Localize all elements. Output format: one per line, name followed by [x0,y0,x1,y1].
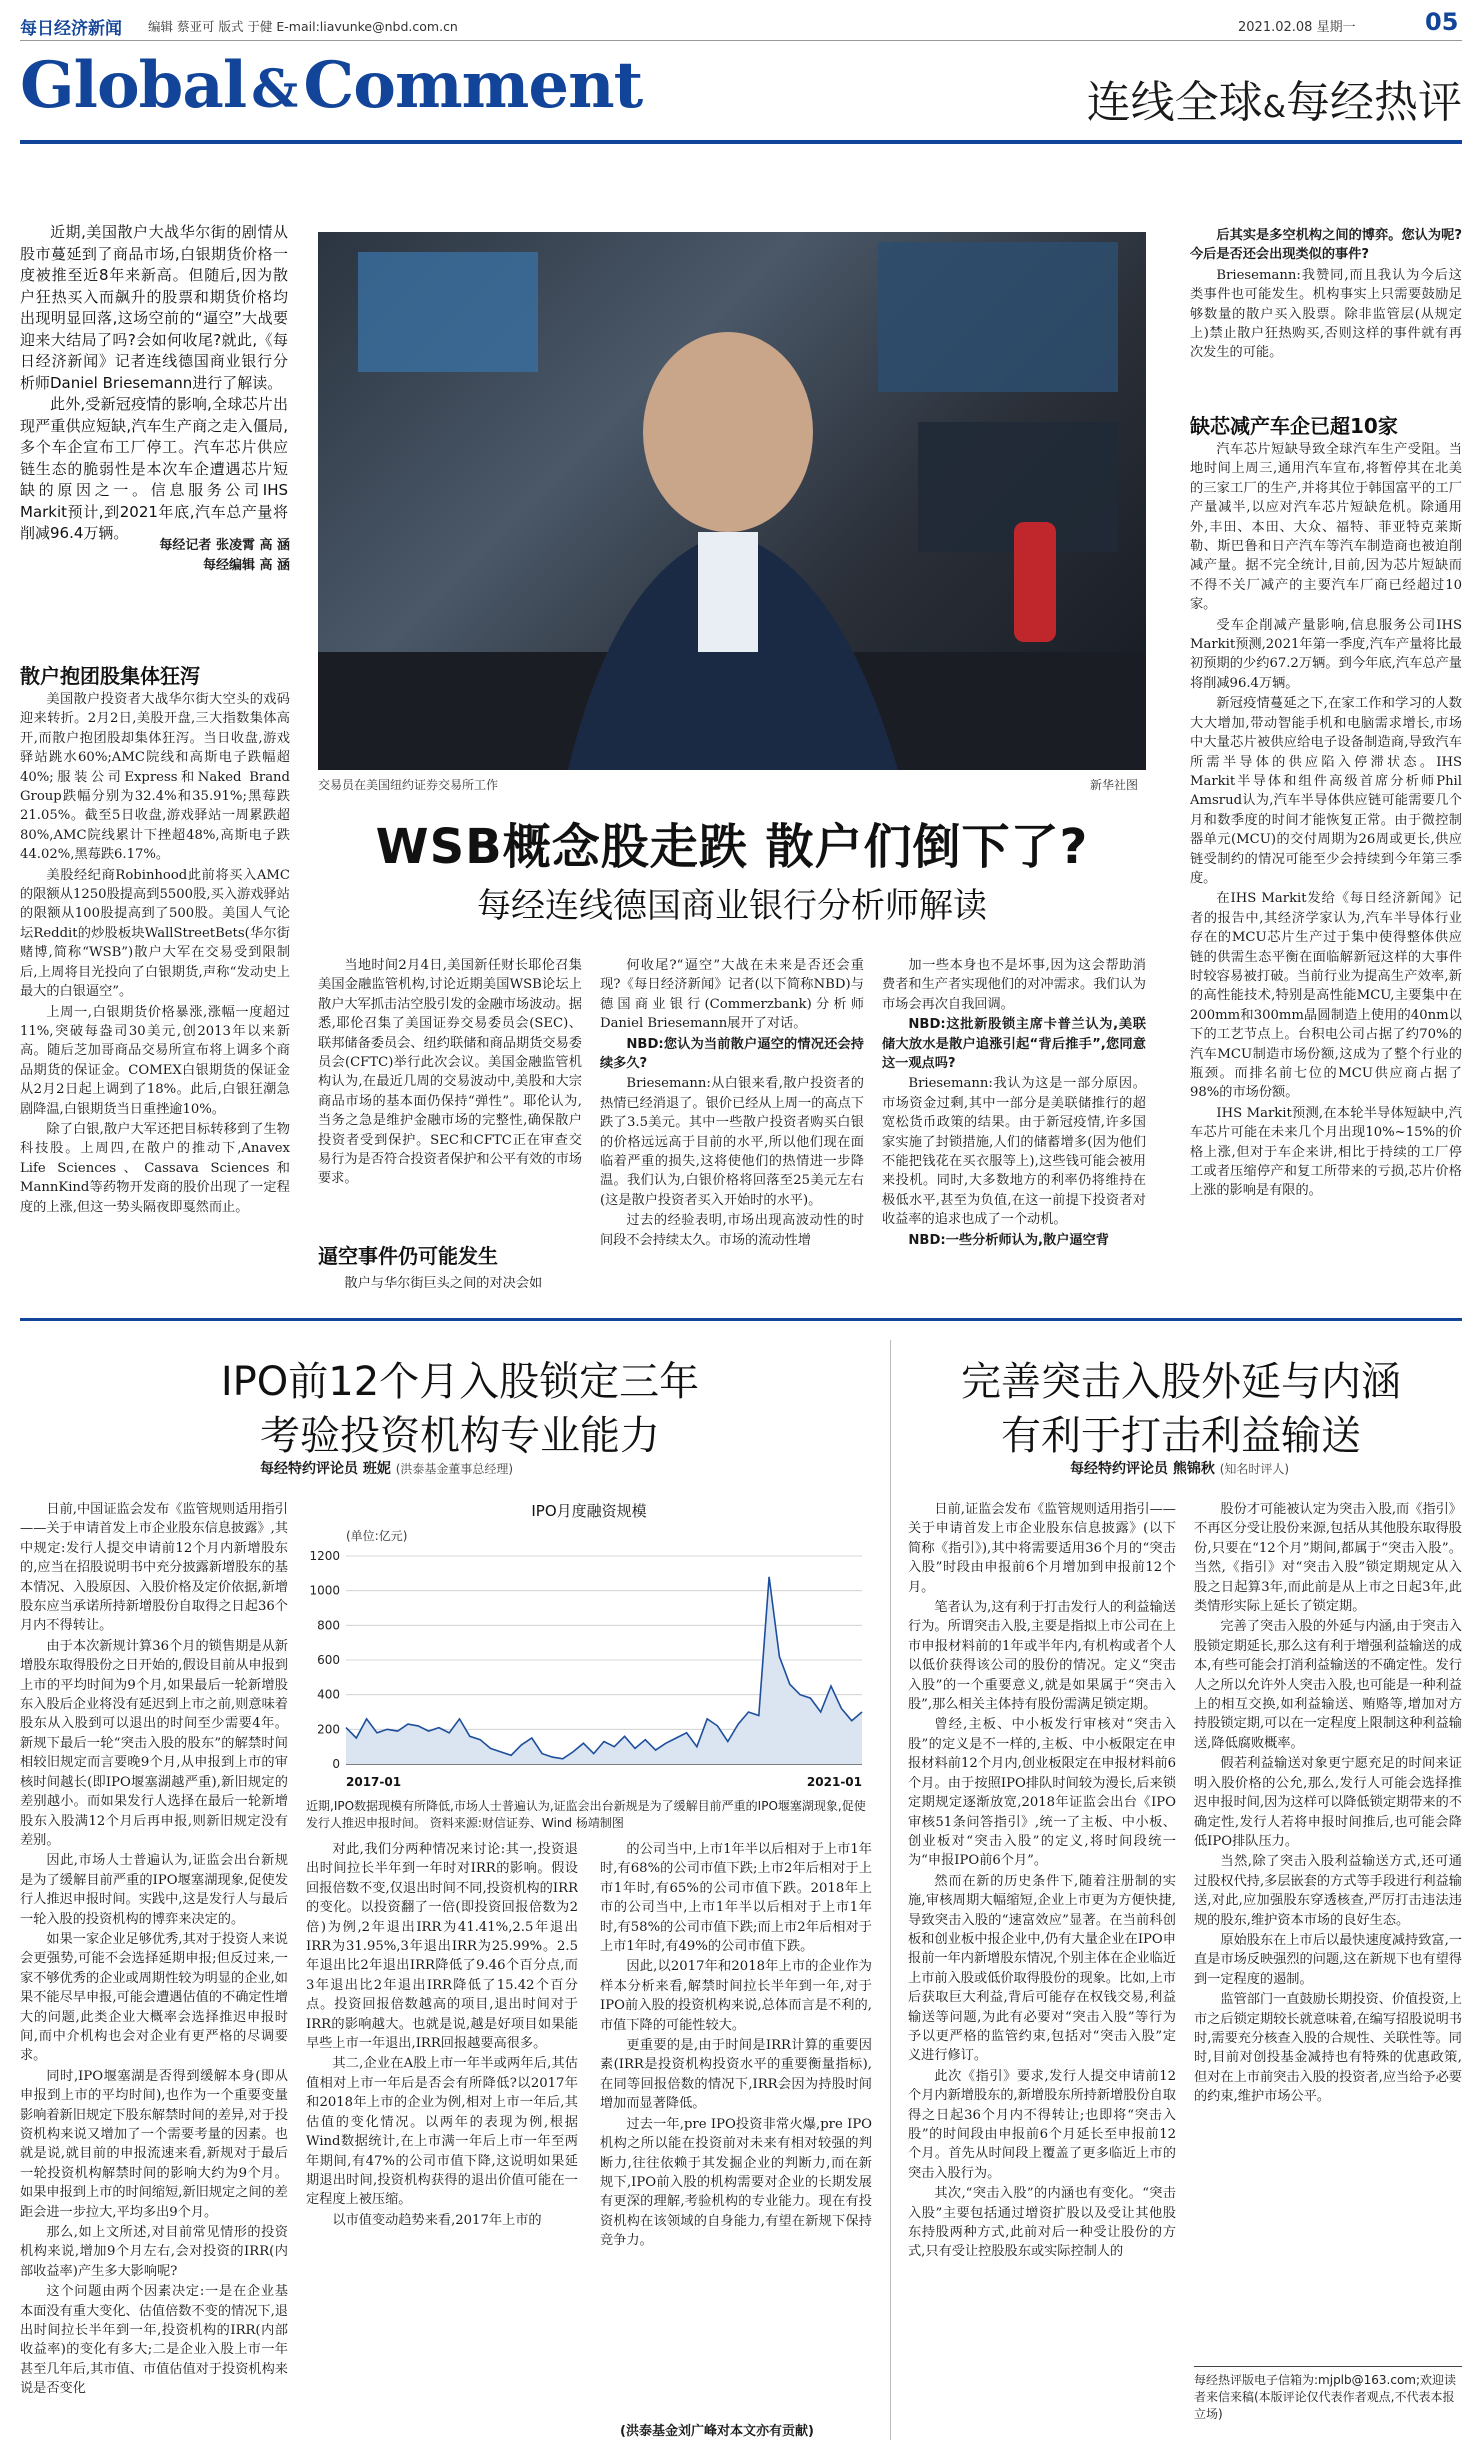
ipo-col1-p1: 日前,中国证监会发布《监管规则适用指引——关于申请首发上市企业股东信息披露》,其中规定:发行人提交申请前12个月内新增股东的,应当在招股说明书中充分披露新增股东的基本情况、入股原因、入股价格及定价依据,新增股东应当承诺所持新增股份自取得之日起36个月内不得转让。 [20,1502,288,1634]
ipo-chart [306,1498,872,1792]
right-col1 [908,1500,1176,2440]
lead-headline: WSB概念股走跌 散户们倒下了? [375,819,1089,875]
right-col1-p5: 此次《指引》要求,发行人提交申请前12个月内新增股东的,新增股东所持新增股份自取得之日起36个月内不得转让;也即将“突击入股”的时间段由申报前6个月延长至申报前12个月。首先从时间段上覆盖了更多临近上市的突击入股行为。 [908,2068,1176,2181]
lead-intro [20,222,288,545]
chart-caption [306,1798,872,1832]
lead-col5-q: 后其实是多空机构之间的博弈。您认为呢?今后是否还会出现类似的事件? [1190,228,1462,263]
trader-photo-illustration [318,232,1146,770]
ipo-col2 [306,1840,578,2440]
ipo-col2-p2: 其二,企业在A股上市一年半或两年后,其估值相对上市一年后是否会有所降低?以2017年和2018年上市的企业为例,相对上市一年后,其估值的变化情况。以两年的表现为例,根据Wind数据统计,在上市满一年后上市一年至两年期间,有47%的公司市值下降,这说明如果延期退出时间,投资机构获得的退出价值可能在一定程度上被压缩。 [306,2056,578,2208]
right-col2-p3: 假若利益输送对象更宁愿充足的时间来证明入股价格的公允,那么,发行人可能会选择推迟申报时间,因为这样可以降低锁定期带来的不确定性,发行人若将申报时间推后,也可能会降低IPO排队压力。 [1194,1756,1462,1849]
lead-col4-a1: Briesemann:我认为这是一部分原因。市场资金过剩,其中一部分是美联储推行的超宽松货币政策的结果。由于新冠疫情,许多国家实施了封锁措施,人们的储蓄增多(因为他们不能把钱花在买衣服等上),这些钱可能会被用来投机。同时,大多数地方的利率仍将维持在极低水平,甚至为负值,在这一前提下投资者对收益率的追求也成了一个动机。 [882,1076,1146,1228]
lead-col5-p1: 汽车芯片短缺导致全球汽车生产受阻。当地时间上周三,通用汽车宣布,将暂停其在北美的三家工厂的生产,并将其位于韩国富平的工厂产量减半,以应对汽车芯片短缺危机。除通用外,丰田、本田、大众、福特、菲亚特克莱斯勒、斯巴鲁和日产汽车等汽车制造商也被迫削减产量。据不完全统计,目前,因为芯片短缺而不得不关厂减产的主要汽车厂商已经超过10家。 [1190,442,1462,613]
reporter-1: 每经记者 张凌霄 高 涵 [159,538,290,553]
lead-col3-p1: 何收尾?“逼空”大战在未来是否还会重现?《每日经济新闻》记者(以下简称NBD)与德国商业银行(Commerzbank)分析师Daniel Briesemann展开了对话。 [600,958,864,1032]
header-thick-rule [20,140,1462,144]
right-byline [1070,1458,1289,1478]
subhead-retail-crash: 散户抱团股集体狂泻 [20,664,200,688]
header-thin-rule [20,40,1462,41]
section-cn-2: 每经热评 [1286,77,1462,128]
lead-col4-p1: 加一些本身也不是坏事,因为这会帮助消费者和生产者实现他们的对冲需求。我们认为市场会再次自我回调。 [882,958,1146,1012]
subhead-chip-shortage: 缺芯减产车企已超10家 [1190,414,1398,438]
lead-col1-p3: 上周一,白银期货价格暴涨,涨幅一度超过11%,突破每盎司30美元,创2013年以来新高。随后芝加哥商品交易所宣布将上调多个商品期货的保证金。COMEX白银期货的保证金从2月2日起上调到了18%。此后,白银狂潮急剧降温,白银期货当日重挫逾10%。 [20,1004,290,1117]
lead-col3 [600,956,864,1304]
ipo-headline-1: IPO前12个月入股锁定三年 [220,1359,700,1405]
right-headline-2: 有利于打击利益输送 [1001,1413,1361,1459]
ipo-col3-p2: 因此,以2017年和2018年上市的企业作为样本分析来看,解禁时间拉长半年到一年,对于IPO前入股的投资机构来说,总体而言是不利的,市值下降的可能性较大。 [600,1959,872,2033]
ipo-headline-2: 考验投资机构专业能力 [260,1413,660,1459]
reporter-2: 每经编辑 高 涵 [202,558,290,573]
subhead-squeeze-may-recur: 逼空事件仍可能发生 [318,1244,498,1268]
ipo-col2-p3: 以市值变动趋势来看,2017年上市的 [332,2212,542,2228]
footer-email: 每经热评版电子信箱为:mjplb@163.com;欢迎读者来信来稿(本版评论仅代表作者观点,不代表本报立场) [1194,2373,1457,2421]
ipo-col2-p1: 对此,我们分两种情况来讨论:其一,投资退出时间拉长半年到一年时对IRR的影响。假设回报倍数不变,仅退出时间不同,投资机构的IRR的变化。以投资翻了一倍(即投资回报倍数为2倍)为例,2年退出IRR为41.41%,2.5年退出IRR为31.95%,3年退出IRR为25.99%。2.5年退出比2年退出IRR降低了9.46个百分点,而3年退出比2年退出IRR降低了15.42个百分点。投资回报倍数越高的项目,退出时间对于IRR的影响越大。也就是说,越是好项目如果能早些上市一年退出,IRR回报越要高很多。 [306,1842,578,2052]
ipo-col1-p7: 这个问题由两个因素决定:一是在企业基本面没有重大变化、估值倍数不变的情况下,退出时间拉长半年到一年,投资机构的IRR(内部收益率)的变化有多大;二是企业入股上市一年甚至几年后,其市值、市值估值对于投资机构来说是否变化 [20,2284,288,2397]
section-title [20,48,642,138]
ipo-col3-footer: (洪泰基金刘广峰对本文亦有贡献) [620,2424,814,2439]
lead-bottom-rule [20,1318,1462,1321]
lead-col1-p4: 除了白银,散户大军还把目标转移到了生物科技股。上周四,在散户的推动下,Anavex Life Sciences、Cassava Sciences和MannKind等药物开发商的股价出现了一定程度的上涨,但这一势头隔夜即戛然而止。 [20,1121,290,1215]
section-cn-1: 连线全球 [1086,77,1263,128]
chart-title: IPO月度融资规模 [531,1502,647,1520]
ipo-col1-p3: 因此,市场人士普遍认为,证监会出台新规是为了缓解目前严重的IPO堰塞湖现象,促使发行人推迟申报时间。实践中,这是发行人与最后一轮入股的投资机构的博弈来决定的。 [20,1853,288,1927]
chart-x-end: 2021-01 [806,1775,862,1789]
lead-col5-p3: 新冠疫情蔓延之下,在家工作和学习的人数大大增加,带动智能手机和电脑需求增长,市场中大量芯片被供应给电子设备制造商,导致汽车所需半导体的供应陷入停滞状态。IHS Markit半导体和组件高级首席分析师Phil Amsrud认为,汽车半导体供应链可能需要几个月和数季度的时间才能恢复正常。由于微控制器单元(MCU)的交付周期为26周或更长,供应链受制约的情况可能至少会持续到今年第三季度。 [1190,696,1462,886]
ipo-byline-note: (洪泰基金董事总经理) [395,1462,514,1476]
lead-col1-p1: 美国散户投资者大战华尔街大空头的戏码迎来转折。2月2日,美股开盘,三大指数集体高开,而散户抱团股却集体狂泻。当日收盘,游戏驿站跳水60%;AMC院线和高斯电子跌幅超40%;服装公司Express和Naked Brand Group跌幅分别为32.4%和35.91%;黑莓跌21.05%。截至5日收盘,游戏驿站一周累跌超80%,AMC院线累计下挫超48%,高斯电子跌44.02%,黑莓跌6.17%。 [20,692,290,863]
lead-col5-p5: IHS Markit预测,在本轮半导体短缺中,汽车芯片可能在未来几个月出现10%~15%的价格上涨,但对于车企来讲,相比于持续的工厂停工或者压缩停产和复工所带来的亏损,芯片价格上涨的影响是有限的。 [1190,1105,1462,1199]
lead-col4 [882,956,1146,1304]
lead-col4-q1: NBD:这批新股锁主席卡普兰认为,美联储大放水是散户追涨引起“背后推手”,您同意这一观点吗? [882,1017,1146,1072]
lead-col1 [20,690,290,1310]
lead-col5-p4: 在IHS Markit发给《每日经济新闻》记者的报告中,其经济学家认为,汽车半导体行业存在的MCU芯片生产过于集中使得整体供应链的供需生态平衡在面临解新冠这样的大事件时较容易被打破。当前行业为提高生产效率,新的高性能技术,特别是高性能MCU,主要集中在200mm和300mm晶圆制造上使用的40nm以下的工艺节点上。台积电公司占据了约70%的汽车MCU制造市场份额,这成为了整个行业的瓶颈。而排名前七位的MCU供应商占据了98%的市场份额。 [1190,891,1462,1101]
lead-col5-a: Briesemann:我赞同,而且我认为今后这类事件也可能发生。机构事实上只需要鼓励足够数量的散户买入股票。除非监管层(从规定上)禁止散户狂热购买,否则这样的事件就有再次发生的可能。 [1190,267,1462,361]
chart-source: 资料来源:财信证券、Wind 杨靖制图 [429,1816,624,1830]
lead-col1-p2: 美股经纪商Robinhood此前将买入AMC的限额从1250股提高到5500股,买入游戏驿站的限额从100股提高到了500股。美国人气论坛Reddit的炒股板块WallStreetBets(华尔街赌博,简称“WSB”)散户大军在交易受到限制后,上周将目光投向了白银期货,声称“发动史上最大的白银逼空”。 [20,867,290,1000]
page-number: 05 [1425,8,1459,36]
ipo-byline [260,1458,513,1478]
reporter-credits [120,536,290,576]
right-col2-p6: 监管部门一直鼓励长期投资、价值投资,上市之后锁定期较长就意味着,在编写招股说明书时,需要充分核查入股的合规性、关联性等。同时,目前对创投基金减持也有特殊的优惠政策,但对在上市前突击入股的投资者,应当给予必要的约束,维护市场公平。 [1194,1992,1462,2105]
right-col2-p5: 原始股东在上市后以最快速度减持致富,一直是市场反映强烈的问题,这在新规下也有望得到一定程度的遏制。 [1194,1932,1462,1987]
ipo-col1-p5: 同时,IPO堰塞湖是否得到缓解本身(即从申报到上市的平均时间),也作为一个重要变量影响着新旧规定下股东解禁时间的差异,对于投资机构来说又增加了一个需要考量的因素。也就是说,就目前的申报流速来看,新规对于最后一轮投资机构解禁时间的影响大约为9个月。如果申报到上市的时间缩短,新旧规定之间的差距会进一步拉大,平均多出9个月。 [20,2068,288,2220]
ipo-col1-p6: 那么,如上文所述,对目前常见情形的投资机构来说,增加9个月左右,会对投资的IRR(内部收益率)产生多大影响呢? [20,2225,288,2279]
right-byline-note: (知名时评人) [1219,1462,1290,1476]
ipo-col1-p2: 由于本次新规计算36个月的锁售期是从新增股东取得股份之日开始的,假设目前从申报到上市的平均时间为9个月,如果最后一轮新增股东入股后企业将没有延迟到上市之前,则意味着股东从入股到可以退出的时间至少需要4年。新规下最后一轮“突击入股的股东”的解禁时间相较旧规定而言要晚9个月,从申报到上市的审核时间越长(即IPO堰塞湖越严重),新旧规定的差别越小。而如果发行人选择在最后一轮新增股东入股满12个月后再申报,则新旧规定没有差别。 [20,1638,288,1848]
right-col1-p2: 笔者认为,这有利于打击发行人的利益输送行为。所谓突击入股,主要是指拟上市公司在上市申报材料前的1年或半年内,有机构或者个人以低价获得该公司的股份的情况。定义“突击入股”的一个重要意义,就是如果属于“突击入股”,那么相关主体持有股份需满足锁定期。 [908,1600,1176,1713]
ipo-col1-p4: 如果一家企业足够优秀,其对于投资人来说会更强势,可能不会选择延期申报;但反过来,一家不够优秀的企业或周期性较为明显的企业,如果不能尽早申报,可能会遭遇估值的不确定性增大的问题,此类企业大概率会选择推迟申报时间,而中介机构也会对企业有更严格的尽调要求。 [20,1931,288,2064]
ipo-col1 [20,1500,288,2440]
chart-ytick-label: 1000 [309,1583,340,1598]
right-col2-p2: 完善了突击入股的外延与内涵,由于突击入股锁定期延长,那么这有利于增强利益输送的成本,有些可能会打消利益输送的不确定性。发行人之所以允许外人突击入股,也可能是一种利益上的相互交换,如利益输送、贿赂等,增加对方持股锁定期,可以在一定程度上限制这种利益输送,降低腐败概率。 [1194,1619,1462,1751]
chart-x-start: 2017-01 [346,1775,402,1789]
chart-ytick-label: 1200 [309,1549,340,1563]
lead-intro-p1: 近期,美国散户大战华尔街的剧情从股市蔓延到了商品市场,白银期货价格一度被推至近8年来新高。但随后,因为散户狂热买入而飙升的股票和期货价格均出现明显回落,这场空前的“逼空”大战要迎来大结局了吗?会如何收尾?就此,《每日经济新闻》记者连线德国商业银行分析师Daniel Briesemann进行了解读。 [20,223,288,392]
photo-caption: 交易员在美国纽约证券交易所工作 [318,778,499,792]
chart-ytick-label: 600 [317,1653,340,1667]
ipo-chart-svg [306,1498,872,1792]
lead-col2 [318,956,582,1238]
ipo-col3-p4: 过去一年,pre IPO投资非常火爆,pre IPO机构之所以能在投资前对未来有相对较强的判断力,往往依赖于其发掘企业的判断力,而在新规下,IPO前入股的机构需要对企业的长期发展有更深的理解,考验机构的专业能力。现在有投资机构在该领域的自身能力,有望在新规下保持竞争力。 [600,2116,872,2249]
chart-ytick-label: 0 [332,1757,340,1771]
lead-col3-p2: 过去的经验表明,市场出现高波动性的时间段不会持续太久。市场的流动性增 [600,1213,864,1248]
section-title-cn [1087,66,1462,130]
lead-intro-p2: 此外,受新冠疫情的影响,全球芯片出现严重供应短缺,汽车生产商之走入僵局,多个车企宣布工厂停工。汽车芯片供应链生态的脆弱性是本次车企遭遇芯片短缺的原因之一。信息服务公司IHS Markit预计,到2021年底,汽车总产量将削减96.4万辆。 [20,395,288,542]
lead-col3-q1: NBD:您认为当前散户逼空的情况还会持续多久? [600,1036,864,1072]
ipo-col3 [600,1840,872,2412]
section-cn-amp: & [1262,90,1286,125]
lead-col5-p2: 受车企削减产量影响,信息服务公司IHS Markit预测,2021年第一季度,汽车产量将比最初预期的少约67.2万辆。到今年底,汽车总产量将削减96.4万辆。 [1190,617,1462,691]
right-col2-p4: 当然,除了突击入股利益输送方式,还可通过股权代持,多层嵌套的方式等手段进行利益输送,对此,应加强股东穿透核查,严厉打击违法违规的股东,维护资本市场的良好生态。 [1194,1854,1462,1928]
section-title-global: Global [20,48,247,123]
lead-col5-top [1190,226,1462,402]
right-col1-p6: 其次,“突击入股”的内涵也有变化。“突击入股”主要包括通过增资扩股以及受让其他股东持股两种方式,此前对后一种受让股份的方式,只有受让控股股东或实际控制人的 [908,2186,1176,2260]
chart-ytick-label: 400 [317,1687,340,1702]
lead-col4-q2: NBD:一些分析师认为,散户逼空背 [908,1232,1109,1248]
ipo-col3-p3: 更重要的是,由于时间是IRR计算的重要因素(IRR是投资机构投资水平的重要衡量指标),在同等回报倍数的情况下,IRR会因为持股时间增加而显著降低。 [600,2038,872,2112]
right-col2-p1: 股份才可能被认定为突击入股,而《指引》不再区分受让股份来源,包括从其他股东取得股份,只要在“12个月”期间,都属于“突击入股”。当然,《指引》对“突击入股”锁定期规定从入股之日起算3年,而此前是从上市之日起3年,此类情形实际上延长了锁定期。 [1194,1502,1462,1615]
chart-caption-text: 近期,IPO数据现模有所降低,市场人士普遍认为,证监会出台新规是为了缓解目前严重的IPO堰塞湖现象,促使发行人推迟申报时间。 [306,1799,866,1830]
right-headline-1: 完善突击入股外延与内涵 [961,1359,1401,1405]
lead-subheadline: 每经连线德国商业银行分析师解读 [477,886,987,926]
ipo-col3-p1: 的公司当中,上市1年半以后相对于上市1年时,有68%的公司市值下跌;上市2年后相对于上市1年时,有65%的公司市值下跌。2018年上市的公司当中,上市1年半以后相对于上市1年时,有58%的公司市值下跌;而上市2年后相对于上市1年时,有49%的公司市值下跌。 [600,1842,872,1955]
masthead-bar [20,8,1462,38]
paper-name: 每日经济新闻 [20,19,122,39]
right-col2 [1194,1500,1462,2360]
section-title-amp: & [251,59,299,120]
photo-credit: 新华社图 [1090,778,1139,792]
editor-line: 编辑 蔡亚可 版式 于健 E-mail:liavunke@nbd.com.cn [148,19,458,34]
section-title-comment: Comment [303,48,643,123]
chart-ytick-label: 800 [317,1618,340,1633]
right-byline-name: 每经特约评论员 熊锦秋 [1070,1461,1215,1477]
footer-rule [1194,2366,1462,2367]
lead-photo [318,232,1146,770]
lead-col2b [318,1274,582,1298]
chart-ylabel: (单位:亿元) [346,1529,408,1543]
ipo-byline-name: 每经特约评论员 班妮 [260,1461,391,1477]
chart-ytick-label: 200 [317,1722,340,1737]
issue-date: 2021.02.08 星期一 [1238,20,1356,35]
lead-col5 [1190,440,1462,1304]
lead-col3-a1: Briesemann:从白银来看,散户投资者的热情已经消退了。银价已经从上周一的高点下跌了3.5美元。其中一些散户投资者购买白银的价格远远高于目前的水平,所以他们现在面临着严重的损失,这将使他们的热情进一步降温。我们认为,白银价格将回落至25美元左右(这是散户投资者买入开始时的水平)。 [600,1076,864,1208]
lead-col2-p1: 当地时间2月4日,美国新任财长耶伦召集美国金融监管机构,讨论近期美国WSB论坛上散户大军抓击沽空股引发的金融市场波动。据悉,耶伦召集了美国证券交易委员会(SEC)、联邦储备委员会、纽约联储和商品期货交易委员会(CFTC)举行此次会议。美国金融监管机构认为,在最近几周的交易波动中,美股和大宗商品市场的基本面仍保持“弹性”。耶伦认为,当务之急是维护金融市场的完整性,确保散户投资者受到保护。SEC和CFTC正在审查交易行为是否符合投资者保护和公平有效的市场要求。 [318,958,582,1187]
lead-col2-p2: 散户与华尔街巨头之间的对决会如 [344,1276,543,1291]
article-divider [890,1340,891,2440]
right-col1-p1: 日前,证监会发布《监管规则适用指引——关于申请首发上市企业股东信息披露》(以下简称《指引》),其中将需要适用36个月的“突击入股”时段由申报前6个月增加到申报前12个月。 [908,1502,1176,1595]
right-col1-p3: 曾经,主板、中小板发行审核对“突击入股”的定义是不一样的,主板、中小板限定在申报材料前12个月内,创业板限定在申报材料前6个月。由于按照IPO排队时间较为漫长,后来锁定期规定逐渐放宽,2018年证监会出台《IPO审核51条问答指引》,统一了主板、中小板、创业板对“突击入股”的定义,将时间段统一为“申报IPO前6个月”。 [908,1717,1176,1869]
right-col1-p4: 然而在新的历史条件下,随着注册制的实施,审核周期大幅缩短,企业上市更为方便快捷,导致突击入股的“速富效应”显著。在当前科创板和创业板中报企业中,仍有大量企业在IPO申报前一年内新增股东情况,个别主体在企业临近上市前入股或低价取得股份的现象。比如,上市后获取巨大利益,背后可能存在权钱交易,利益输送等问题,为此有必要对“突击入股”等行为予以更严格的监管约束,包括对“突击入股”定义进行修订。 [908,1873,1176,2064]
